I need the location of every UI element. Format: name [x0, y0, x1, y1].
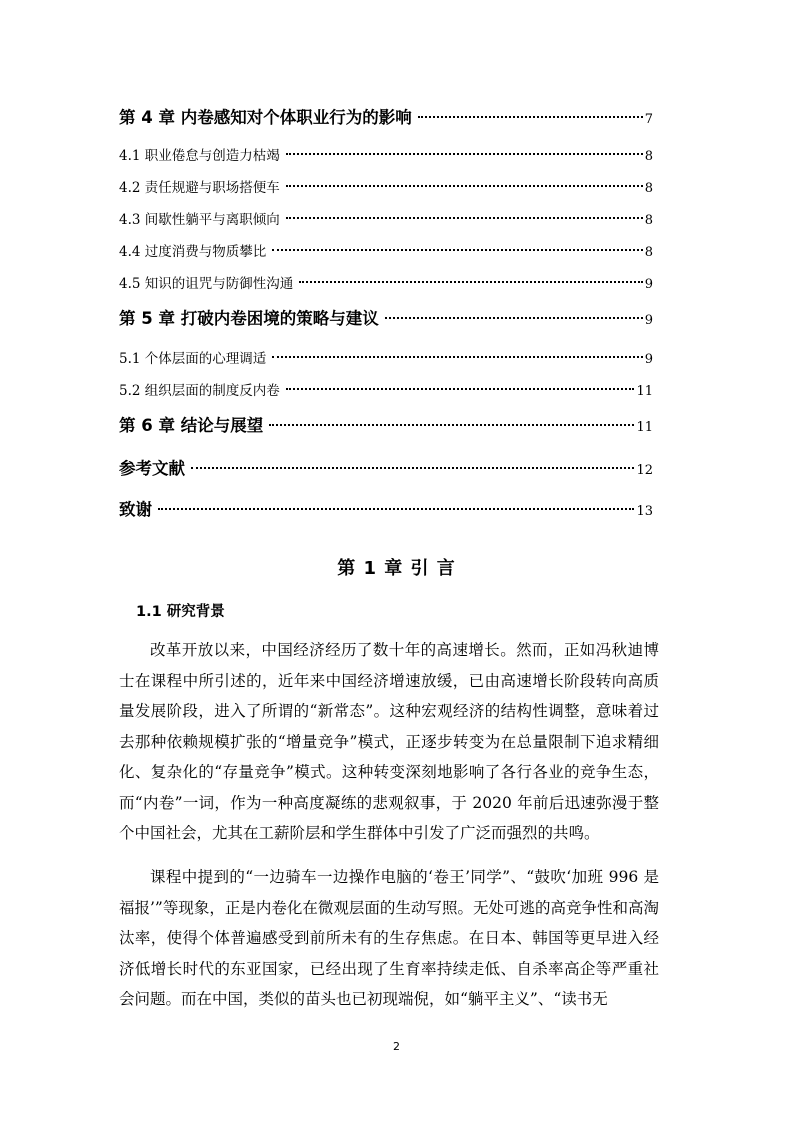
- toc-leader-dots: [385, 317, 643, 319]
- toc-entry-page: 7: [644, 112, 653, 127]
- toc-entry-4-5[interactable]: [119, 273, 653, 305]
- toc-entry-chapter-4[interactable]: [119, 104, 653, 145]
- body-paragraph: 改革开放以来，中国经济经历了数十年的高速增长。然而，正如冯秋迪博士在课程中所引述的，近年来中国经济增速放缓，已由高速增长阶段转向高质量发展阶段，进入了所谓的“新常态”。这种宏观经济的结构性调整，意味着过去那种依赖规模扩张的“增量竞争”模式，正逐步转变为在总量限制下追求精细化、复杂化的“存量竞争”模式。这种转变深刻地影响了各行各业的竞争生态，而“内卷”一词，作为一种高度凝练的悲观叙事，于 2020 年前后迅速弥漫于整个中国社会，尤其在工薪阶层和学生群体中引发了广泛而强烈的共鸣。: [119, 641, 659, 842]
- toc-entry-acknowledgements[interactable]: [119, 496, 653, 537]
- table-of-contents: [119, 104, 653, 537]
- toc-leader-dots: [299, 281, 642, 283]
- toc-leader-dots: [158, 508, 634, 510]
- toc-entry-page: 8: [644, 245, 653, 260]
- toc-entry-4-1[interactable]: [119, 145, 653, 177]
- toc-entry-label: 4.1 职业倦怠与创造力枯竭: [119, 148, 280, 164]
- toc-entry-page: 8: [644, 181, 653, 196]
- toc-leader-dots: [286, 388, 635, 390]
- toc-entry-chapter-6[interactable]: [119, 412, 653, 455]
- toc-entry-page: 8: [644, 213, 653, 228]
- toc-entry-4-3[interactable]: [119, 209, 653, 241]
- toc-entry-references[interactable]: [119, 455, 653, 496]
- toc-entry-page: 9: [644, 313, 653, 328]
- toc-leader-dots: [286, 153, 643, 155]
- toc-entry-page: 11: [636, 420, 653, 435]
- toc-leader-dots: [286, 217, 643, 219]
- toc-leader-dots: [191, 467, 634, 469]
- chapter-title: 第 1 章 引 言: [337, 558, 456, 579]
- toc-entry-label: 5.2 组织层面的制度反内卷: [119, 383, 280, 399]
- toc-entry-label: 致谢: [119, 500, 152, 519]
- toc-entry-page: 13: [636, 504, 653, 519]
- toc-entry-label: 第 4 章 内卷感知对个体职业行为的影响: [119, 108, 412, 127]
- toc-entry-page: 12: [636, 463, 653, 478]
- toc-entry-label: 4.3 间歇性躺平与离职倾向: [119, 212, 280, 228]
- toc-leader-dots: [272, 249, 642, 251]
- toc-entry-page: 11: [636, 384, 653, 399]
- section-heading: 1.1 研究背景: [136, 604, 225, 620]
- toc-leader-dots: [272, 356, 642, 358]
- toc-entry-label: 4.5 知识的诅咒与防御性沟通: [119, 276, 294, 292]
- toc-leader-dots: [269, 424, 634, 426]
- body-paragraph: 课程中提到的“一边骑车一边操作电脑的‘卷王’同学”、“鼓吹‘加班 996 是福报’”等现象，正是内卷化在微观层面的生动写照。无处可逃的高竞争性和高淘汰率，使得个体普遍感受到前所未有的生存焦虑。在日本、韩国等更早进入经济低增长时代的东亚国家，已经出现了生育率持续走低、自杀率高企等严重社会问题。而在中国，类似的苗头也已初现端倪，如“躺平主义”、“读书无: [119, 868, 659, 1008]
- toc-entry-5-2[interactable]: [119, 380, 653, 412]
- toc-entry-label: 5.1 个体层面的心理调适: [119, 351, 267, 367]
- toc-entry-label: 参考文献: [119, 459, 185, 478]
- toc-entry-label: 第 6 章 结论与展望: [119, 416, 264, 435]
- toc-entry-4-2[interactable]: [119, 177, 653, 209]
- toc-entry-page: 9: [644, 352, 653, 367]
- toc-leader-dots: [418, 116, 643, 118]
- toc-entry-label: 4.4 过度消费与物质攀比: [119, 244, 267, 260]
- toc-entry-label: 4.2 责任规避与职场搭便车: [119, 180, 280, 196]
- page-number: 2: [393, 1040, 400, 1053]
- toc-leader-dots: [286, 185, 643, 187]
- toc-entry-4-4[interactable]: [119, 241, 653, 273]
- toc-entry-chapter-5[interactable]: [119, 305, 653, 348]
- toc-entry-5-1[interactable]: [119, 348, 653, 380]
- toc-entry-page: 9: [644, 277, 653, 292]
- toc-entry-label: 第 5 章 打破内卷困境的策略与建议: [119, 309, 379, 328]
- toc-entry-page: 8: [644, 149, 653, 164]
